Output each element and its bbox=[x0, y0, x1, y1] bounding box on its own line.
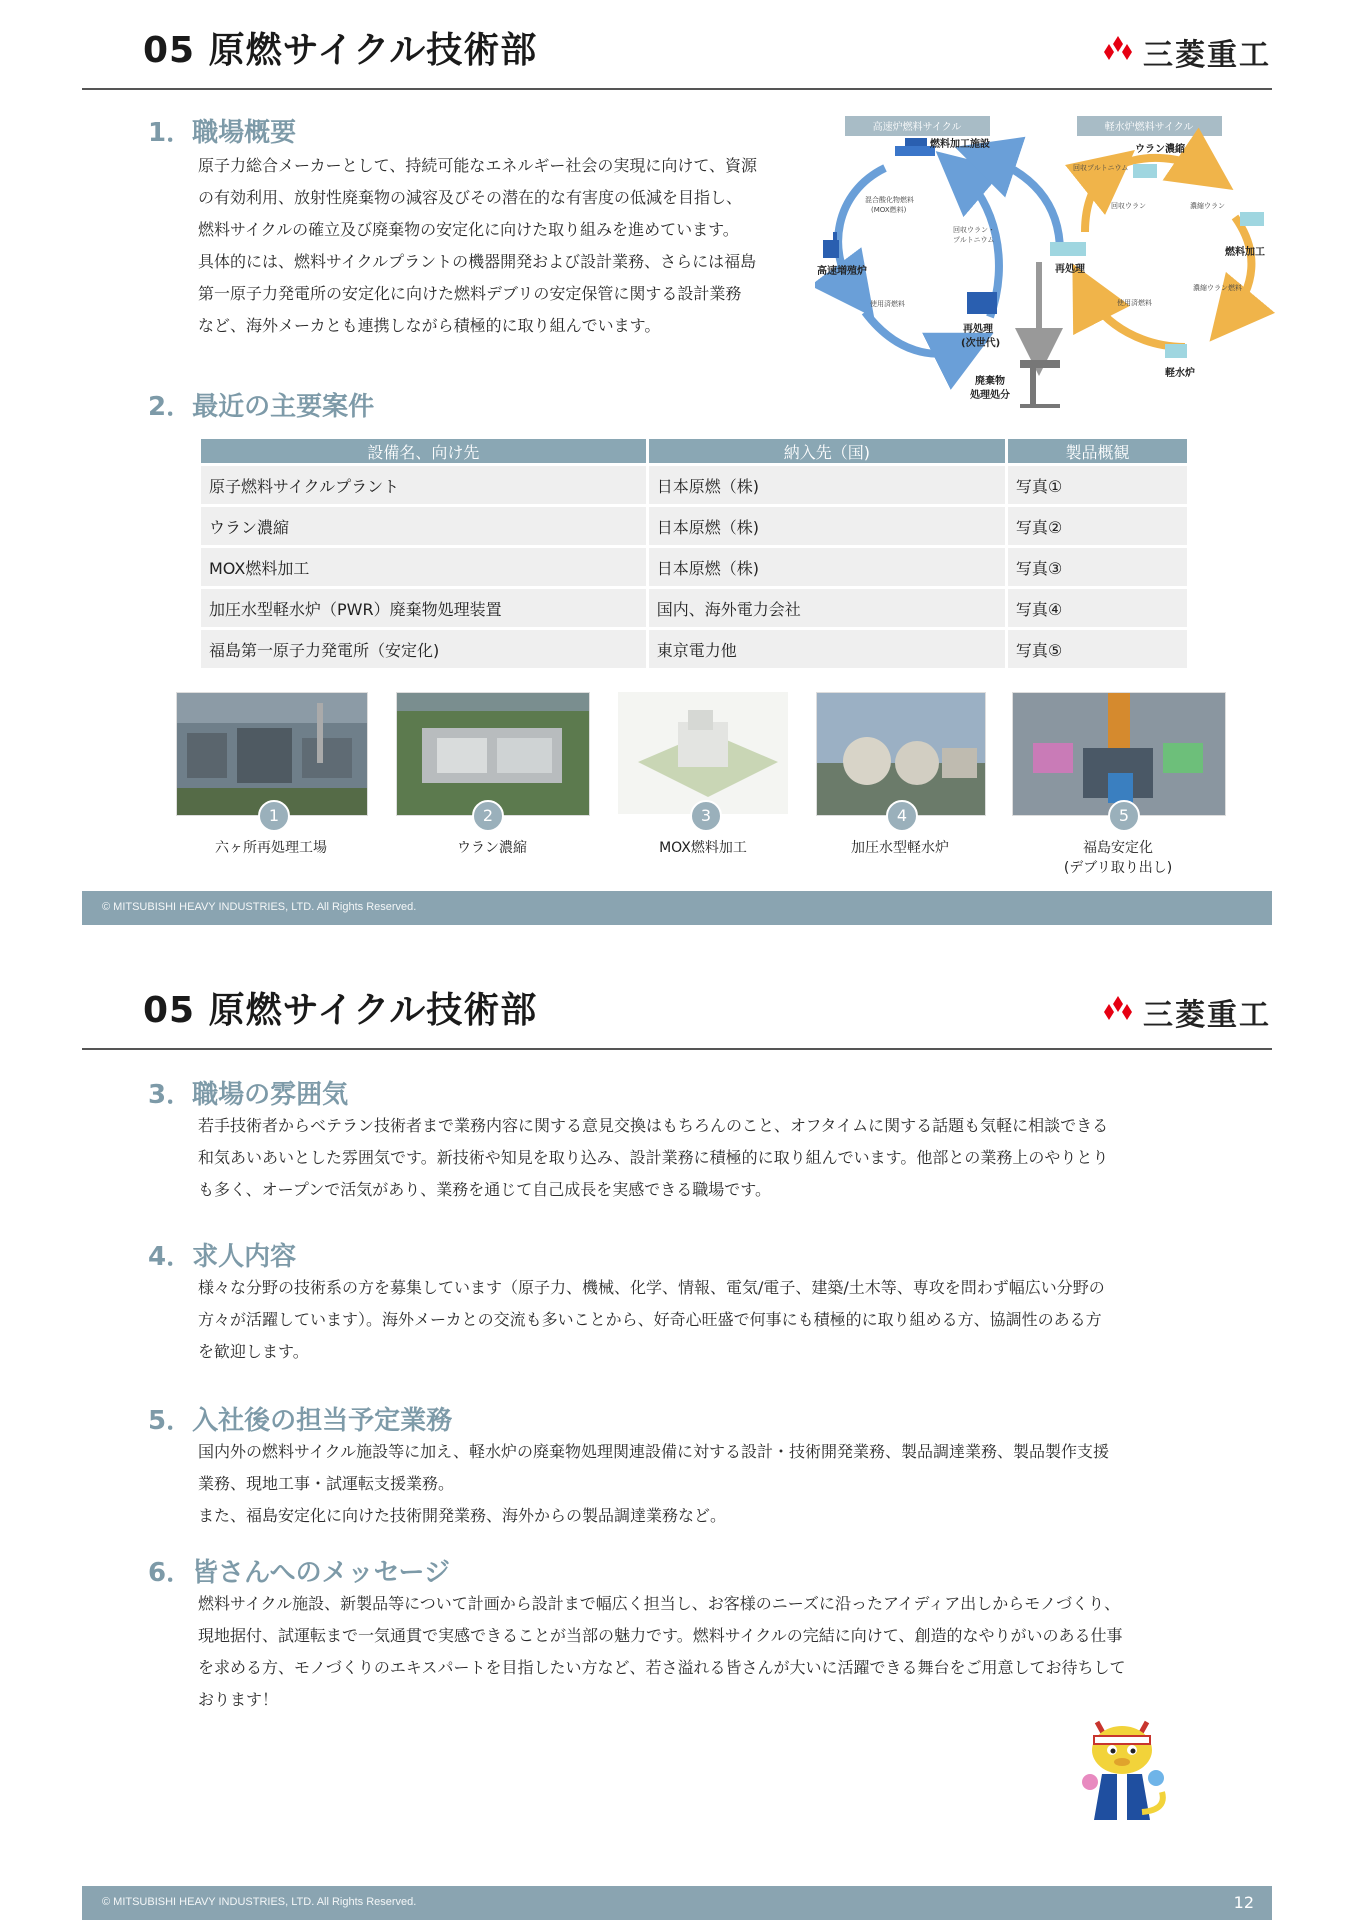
text-line: 第一原子力発電所の安定化に向けた燃料デブリの安定保管に関する設計業務 bbox=[198, 284, 742, 303]
table-cell: 写真④ bbox=[1008, 589, 1187, 627]
page-title: 05 原燃サイクル技術部 bbox=[143, 30, 538, 71]
photo-number-badge: 5 bbox=[1108, 800, 1140, 832]
arrow-orange-2 bbox=[1230, 217, 1251, 317]
photo-caption: 福島安定化 (デブリ取り出し) bbox=[1063, 840, 1173, 876]
copyright-text: © MITSUBISHI HEAVY INDUSTRIES, LTD. All Rights Reserved. bbox=[102, 901, 417, 913]
label-mox-fuel-sub: (MOX燃料) bbox=[871, 206, 907, 214]
page-number: 12 bbox=[1233, 1893, 1254, 1912]
text-line: を歓迎します。 bbox=[198, 1342, 309, 1361]
label-fuel-fab2: 燃料加工 bbox=[1225, 247, 1265, 258]
mascot-image bbox=[1072, 1712, 1172, 1832]
table-cell: 日本原燃（株) bbox=[649, 466, 1005, 504]
text-line: 方々が活躍しています）。海外メーカとの交流も多いことから、好奇心旺盛で何事にも積極的に取り組める方、協調性のある方 bbox=[198, 1310, 1102, 1329]
title-divider bbox=[82, 88, 1272, 90]
label-recovered-u-pu: 回収ウラン・ bbox=[953, 226, 995, 234]
message-text bbox=[198, 1588, 1208, 1716]
table-row bbox=[201, 466, 1187, 504]
projects-table bbox=[198, 436, 1190, 671]
photo-pwr bbox=[816, 692, 986, 816]
label-spent-fuel: 使用済燃料 bbox=[1117, 299, 1152, 307]
three-diamonds-icon bbox=[1099, 996, 1137, 1028]
text-line: 現地据付、試運転まで一気通貫で実感できることが当部の魅力です。燃料サイクルの完結に向けて、創造的なやりがいのある仕事 bbox=[198, 1626, 1123, 1645]
text-line: また、福島安定化に向けた技術開発業務、海外からの製品調達業務など。 bbox=[198, 1506, 727, 1525]
fuel-fab2-icon bbox=[1240, 212, 1264, 226]
section-heading-duties: 5．入社後の担当予定業務 bbox=[148, 1406, 453, 1436]
text-line: 燃料サイクルの確立及び廃棄物の安定化に向けた取り組みを進めています。 bbox=[198, 220, 739, 239]
fuel-cycle-diagram bbox=[815, 112, 1275, 417]
column-header: 納入先（国) bbox=[649, 439, 1005, 463]
section-heading-message: 6．皆さんへのメッセージ bbox=[148, 1558, 451, 1588]
table-cell: 写真③ bbox=[1008, 548, 1187, 586]
text-line: おります！ bbox=[198, 1690, 279, 1709]
table-cell: 国内、海外電力会社 bbox=[649, 589, 1005, 627]
label-fuel-fab: 燃料加工施設 bbox=[930, 139, 990, 150]
photo-rokkasho-plant bbox=[176, 692, 368, 816]
label-enriched-u: 濃縮ウラン bbox=[1190, 202, 1225, 210]
text-line: 国内外の燃料サイクル施設等に加え、軽水炉の廃棄物処理関連設備に対する設計・技術開発業務、製品調達業務、製品製作支援 bbox=[198, 1442, 1110, 1461]
arrow-orange-1 bbox=[1115, 158, 1207, 172]
company-logo bbox=[1099, 990, 1271, 1034]
label-waste-sub: 処理処分 bbox=[970, 390, 1010, 401]
table-row bbox=[201, 507, 1187, 545]
page-title: 05 原燃サイクル技術部 bbox=[143, 990, 538, 1031]
fbr-icon bbox=[823, 232, 839, 258]
duties-text bbox=[198, 1436, 1198, 1532]
photo-number-badge: 4 bbox=[886, 800, 918, 832]
section-heading-recent-projects: 2．最近の主要案件 bbox=[148, 392, 375, 422]
text-line: も多く、オープンで活気があり、業務を通じて自己成長を実感できる職場です。 bbox=[198, 1180, 771, 1199]
text-line: 若手技術者からベテラン技術者まで業務内容に関する意見交換はもちろんのこと、オフタイムに関する話題も気軽に相談できる bbox=[198, 1116, 1109, 1135]
slide-page-2 bbox=[0, 960, 1351, 1920]
logo-text: 三菱重工 bbox=[1143, 998, 1271, 1033]
reprocess-icon bbox=[1050, 242, 1086, 256]
table-cell: 東京電力他 bbox=[649, 630, 1005, 668]
waste-disposal-icon bbox=[1020, 360, 1060, 408]
text-line: を求める方、モノづくりのエキスパートを目指したい方など、若さ溢れる皆さんが大いに活躍できる舞台をご用意してお待ちして bbox=[198, 1658, 1126, 1677]
footer-bar bbox=[82, 1886, 1272, 1920]
fuel-fab-facility-icon bbox=[895, 138, 935, 156]
reprocess-next-icon bbox=[967, 292, 997, 314]
photo-caption: 加圧水型軽水炉 bbox=[851, 840, 949, 856]
table-cell: 日本原燃（株) bbox=[649, 507, 1005, 545]
table-cell: 加圧水型軽水炉（PWR）廃棄物処理装置 bbox=[201, 589, 646, 627]
arrow-blue-2 bbox=[865, 312, 965, 354]
label-recovered-u-pu-sub: プルトニウム bbox=[953, 236, 995, 244]
text-line: 具体的には、燃料サイクルプラントの機器開発および設計業務、さらには福島 bbox=[198, 252, 757, 271]
text-line: 業務、現地工事・試運転支援業務。 bbox=[198, 1474, 455, 1493]
table-cell: 福島第一原子力発電所（安定化) bbox=[201, 630, 646, 668]
left-tag-text: 高速炉燃料サイクル bbox=[872, 122, 962, 133]
column-header: 製品概観 bbox=[1008, 439, 1187, 463]
label-uranium-enrich: ウラン濃縮 bbox=[1135, 144, 1185, 155]
table-header-row bbox=[201, 439, 1187, 463]
text-line: の有効利用、放射性廃棄物の減容及びその潜在的な有害度の低減を目指し、 bbox=[198, 188, 743, 207]
job-content-text bbox=[198, 1272, 1198, 1368]
arrow-orange-4 bbox=[1085, 170, 1110, 232]
table-row bbox=[201, 589, 1187, 627]
table-row bbox=[201, 548, 1187, 586]
column-header: 設備名、向け先 bbox=[201, 439, 646, 463]
photo-number-badge: 2 bbox=[472, 800, 504, 832]
label-recovered-pu: 回収プルトニウム bbox=[1073, 164, 1129, 172]
section-heading-job-content: 4．求人内容 bbox=[148, 1242, 297, 1272]
workplace-overview-text bbox=[198, 150, 798, 342]
text-line: 様々な分野の技術系の方を募集しています（原子力、機械、化学、情報、電気/電子、建築/土木等、専攻を問わず幅広い分野の bbox=[198, 1278, 1105, 1297]
right-tag-text: 軽水炉燃料サイクル bbox=[1104, 122, 1194, 133]
table-cell: ウラン濃縮 bbox=[201, 507, 646, 545]
photo-mox-fuel-fab bbox=[618, 692, 788, 814]
label-waste: 廃棄物 bbox=[975, 376, 1005, 387]
uranium-enrich-icon bbox=[1133, 164, 1157, 178]
label-reprocess: 再処理 bbox=[1055, 264, 1085, 275]
photo-caption: MOX燃料加工 bbox=[659, 840, 747, 856]
table-cell: 写真① bbox=[1008, 466, 1187, 504]
photo-caption: ウラン濃縮 bbox=[457, 840, 527, 856]
three-diamonds-icon bbox=[1099, 36, 1137, 68]
logo-text: 三菱重工 bbox=[1143, 38, 1271, 73]
photo-fukushima bbox=[1012, 692, 1226, 816]
label-reprocess-next-sub: (次世代) bbox=[961, 338, 1001, 349]
text-line: 原子力総合メーカーとして、持続可能なエネルギー社会の実現に向けて、資源 bbox=[198, 156, 758, 175]
label-spent-fuel2: 使用済燃料 bbox=[870, 300, 905, 308]
label-mox-fuel: 混合酸化物燃料 bbox=[865, 196, 914, 204]
table-cell: 原子燃料サイクルプラント bbox=[201, 466, 646, 504]
table-row bbox=[201, 630, 1187, 668]
text-line: など、海外メーカとも連携しながら積極的に取り組んでいます。 bbox=[198, 316, 661, 335]
section-heading-workplace-overview: 1．職場概要 bbox=[148, 118, 297, 148]
company-logo bbox=[1099, 30, 1271, 74]
footer-bar bbox=[82, 891, 1272, 925]
label-enriched-u-fuel: 濃縮ウラン燃料 bbox=[1193, 284, 1242, 292]
photo-uranium-enrichment bbox=[396, 692, 590, 816]
lwr-icon bbox=[1165, 344, 1187, 358]
atmosphere-text bbox=[198, 1110, 1198, 1206]
label-recovered-u: 回収ウラン bbox=[1111, 202, 1146, 210]
slide-page-1 bbox=[0, 0, 1351, 935]
text-line: 和気あいあいとした雰囲気です。新技術や知見を取り込み、設計業務に積極的に取り組んでいます。他部との業務上のやりとり bbox=[198, 1148, 1109, 1167]
table-cell: 写真⑤ bbox=[1008, 630, 1187, 668]
label-fbr: 高速増殖炉 bbox=[817, 266, 867, 277]
title-divider bbox=[82, 1048, 1272, 1050]
photo-caption: 六ヶ所再処理工場 bbox=[215, 840, 327, 856]
table-cell: MOX燃料加工 bbox=[201, 548, 646, 586]
table-cell: 日本原燃（株) bbox=[649, 548, 1005, 586]
text-line: 燃料サイクル施設、新製品等について計画から設計まで幅広く担当し、お客様のニーズに沿ったアイディア出しからモノづくり、 bbox=[198, 1594, 1121, 1613]
photo-number-badge: 3 bbox=[690, 800, 722, 832]
label-reprocess-next: 再処理 bbox=[963, 324, 993, 335]
copyright-text: © MITSUBISHI HEAVY INDUSTRIES, LTD. All Rights Reserved. bbox=[102, 1896, 417, 1908]
section-heading-atmosphere: 3．職場の雰囲気 bbox=[148, 1080, 349, 1110]
label-lwr: 軽水炉 bbox=[1165, 368, 1195, 379]
table-cell: 写真② bbox=[1008, 507, 1187, 545]
photo-number-badge: 1 bbox=[258, 800, 290, 832]
